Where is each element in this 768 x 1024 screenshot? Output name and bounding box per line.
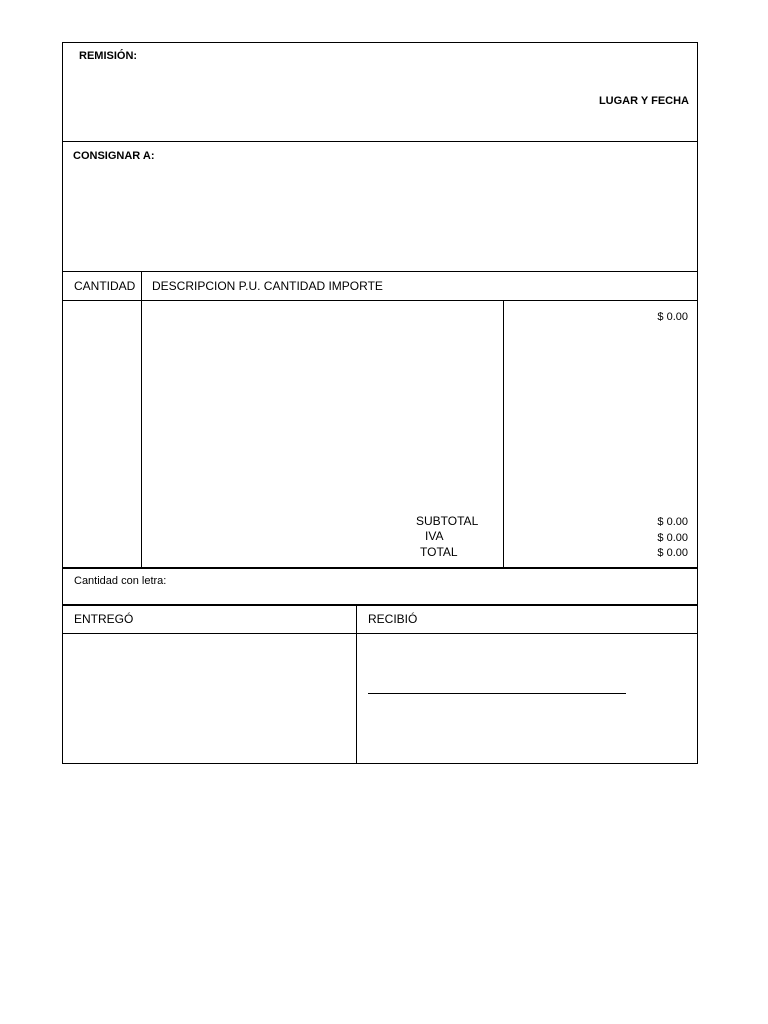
border-right <box>697 42 698 764</box>
cantidad-column-divider <box>141 271 142 568</box>
recibio-label: RECIBIÓ <box>368 612 418 626</box>
total-label: TOTAL <box>420 545 458 559</box>
lugar-fecha-label: LUGAR Y FECHA <box>598 95 689 107</box>
signature-header-divider <box>62 633 698 634</box>
recibio-signature-line[interactable] <box>368 693 626 694</box>
signature-column-divider <box>356 604 357 764</box>
border-bottom <box>62 763 698 764</box>
border-top <box>62 42 698 43</box>
importe-column-divider <box>503 300 504 568</box>
consignar-label: CONSIGNAR A: <box>73 150 155 162</box>
subtotal-value: $ 0.00 <box>657 516 688 528</box>
total-value: $ 0.00 <box>657 547 688 559</box>
table-bottom-divider <box>62 567 698 569</box>
cantidad-con-letra-label: Cantidad con letra: <box>74 575 167 587</box>
table-header-divider <box>62 300 698 301</box>
entrego-label: ENTREGÓ <box>74 612 134 626</box>
column-header-descripcion: DESCRIPCION P.U. CANTIDAD IMPORTE <box>152 279 383 293</box>
header-divider <box>62 141 698 142</box>
iva-label: IVA <box>425 529 444 543</box>
cantidad-letra-divider <box>62 604 698 606</box>
column-header-cantidad: CANTIDAD <box>74 279 136 293</box>
subtotal-label: SUBTOTAL <box>416 514 479 528</box>
importe-value: $ 0.00 <box>657 311 688 323</box>
remision-label: REMISIÓN: <box>79 50 138 62</box>
consignar-divider <box>62 271 698 272</box>
border-left <box>62 42 63 764</box>
iva-value: $ 0.00 <box>657 532 688 544</box>
